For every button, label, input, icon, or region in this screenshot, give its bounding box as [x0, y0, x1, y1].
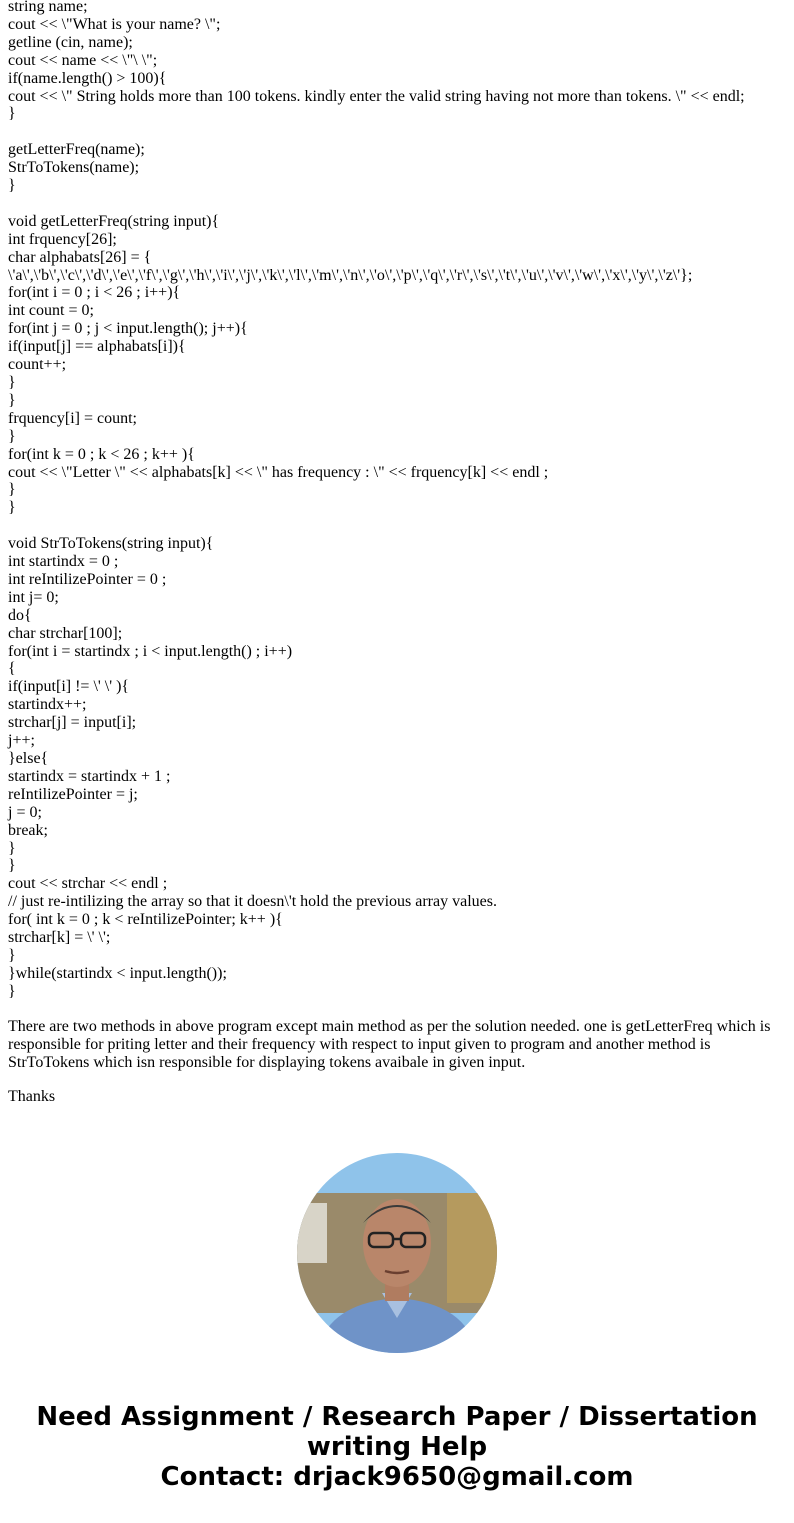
- code-line: void getLetterFreq(string input){: [8, 212, 220, 230]
- code-line: }: [8, 839, 16, 857]
- code-line: }: [8, 427, 16, 445]
- code-line: do{: [8, 606, 32, 624]
- code-line: int reIntilizePointer = 0 ;: [8, 570, 167, 588]
- code-line: }: [8, 374, 16, 391]
- code-line: if(input[j] == alphabats[i]){: [8, 338, 186, 356]
- code-line: cout << \" String holds more than 100 tokens. kindly enter the valid string having not more than tokens. \" << endl;: [8, 87, 745, 105]
- code-line: cout << name << \"\ \";: [8, 51, 158, 69]
- code-line: }while(startindx < input.length());: [8, 964, 227, 982]
- code-line: j++;: [8, 732, 35, 750]
- code-line: break;: [8, 821, 48, 839]
- code-line: getLetterFreq(name);: [8, 141, 145, 159]
- thanks-text: Thanks: [8, 1088, 56, 1105]
- code-line: reIntilizePointer = j;: [8, 785, 138, 803]
- code-line: \'a\',\'b\',\'c\',\'d\',\'e\',\'f\',\'g\',\'h\',\'i\',\'j\',\'k\',\'l\',\'m\',\'n\',\'o\',\'p\',\'q\',\'r\',\'s\',\'t\',\'u\',\'v\',\'w\',\'x\',\'y\',\'z\'};: [8, 266, 693, 284]
- code-line: int startindx = 0 ;: [8, 553, 119, 571]
- code-line: StrToTokens(name);: [8, 159, 140, 177]
- footer-headline: Need Assignment / Research Paper / Dissertation writing Help: [36, 1402, 758, 1462]
- code-line: [8, 123, 745, 141]
- code-line: }: [8, 105, 16, 123]
- code-block: [8, 0, 745, 1001]
- code-line: for(int i = startindx ; i < input.length() ; i++): [8, 642, 293, 660]
- code-line: if(name.length() > 100){: [8, 69, 167, 87]
- code-line: count++;: [8, 356, 67, 374]
- code-line: strchar[k] = \' \';: [8, 929, 111, 947]
- author-avatar: [297, 1153, 497, 1353]
- code-line: startindx = startindx + 1 ;: [8, 767, 171, 785]
- code-line: for(int j = 0 ; j < input.length(); j++){: [8, 320, 248, 338]
- code-line: char alphabats[26] = {: [8, 248, 152, 266]
- code-line: strchar[j] = input[i];: [8, 714, 137, 732]
- code-line: }: [8, 982, 16, 1000]
- code-line: for(int i = 0 ; i < 26 ; i++){: [8, 284, 181, 302]
- code-line: for(int k = 0 ; k < 26 ; k++ ){: [8, 445, 195, 463]
- code-line: }: [8, 499, 16, 517]
- code-line: {: [8, 660, 16, 678]
- code-line: }: [8, 857, 16, 875]
- code-line: }: [8, 177, 16, 195]
- code-line: }: [8, 946, 16, 964]
- explanation-paragraph: There are two methods in above program except main method as per the solution needed. one is getLetterFreq which is responsible for priting letter and their frequency with respect to input given to program and another method is StrToTokens which isn responsible for displaying tokens avaibale in given input.: [8, 1018, 771, 1071]
- code-line: // just re-intilizing the array so that it doesn\'t hold the previous array values.: [8, 893, 497, 911]
- code-line: }else{: [8, 750, 49, 768]
- code-line: if(input[i] != \' \' ){: [8, 678, 130, 696]
- code-line: cout << \"Letter \" << alphabats[k] << \" has frequency : \" << frquency[k] << endl ;: [8, 463, 549, 481]
- code-line: for( int k = 0 ; k < reIntilizePointer; k++ ){: [8, 911, 283, 929]
- code-line: string name;: [8, 0, 88, 15]
- code-line: }: [8, 391, 16, 409]
- code-line: frquency[i] = count;: [8, 409, 137, 427]
- code-line: [8, 195, 745, 213]
- code-line: int frquency[26];: [8, 230, 117, 248]
- code-line: cout << strchar << endl ;: [8, 875, 168, 893]
- code-line: int count = 0;: [8, 302, 94, 320]
- code-line: int j= 0;: [8, 588, 59, 606]
- code-line: startindx++;: [8, 696, 87, 714]
- code-line: cout << \"What is your name? \";: [8, 15, 221, 33]
- code-line: }: [8, 481, 16, 499]
- code-line: [8, 517, 745, 535]
- code-line: getline (cin, name);: [8, 33, 133, 51]
- contact-footer: [0, 1402, 794, 1492]
- footer-contact: Contact: drjack9650@gmail.com: [160, 1462, 634, 1492]
- code-line: void StrToTokens(string input){: [8, 535, 214, 553]
- code-line: char strchar[100];: [8, 624, 123, 642]
- code-line: j = 0;: [8, 803, 42, 821]
